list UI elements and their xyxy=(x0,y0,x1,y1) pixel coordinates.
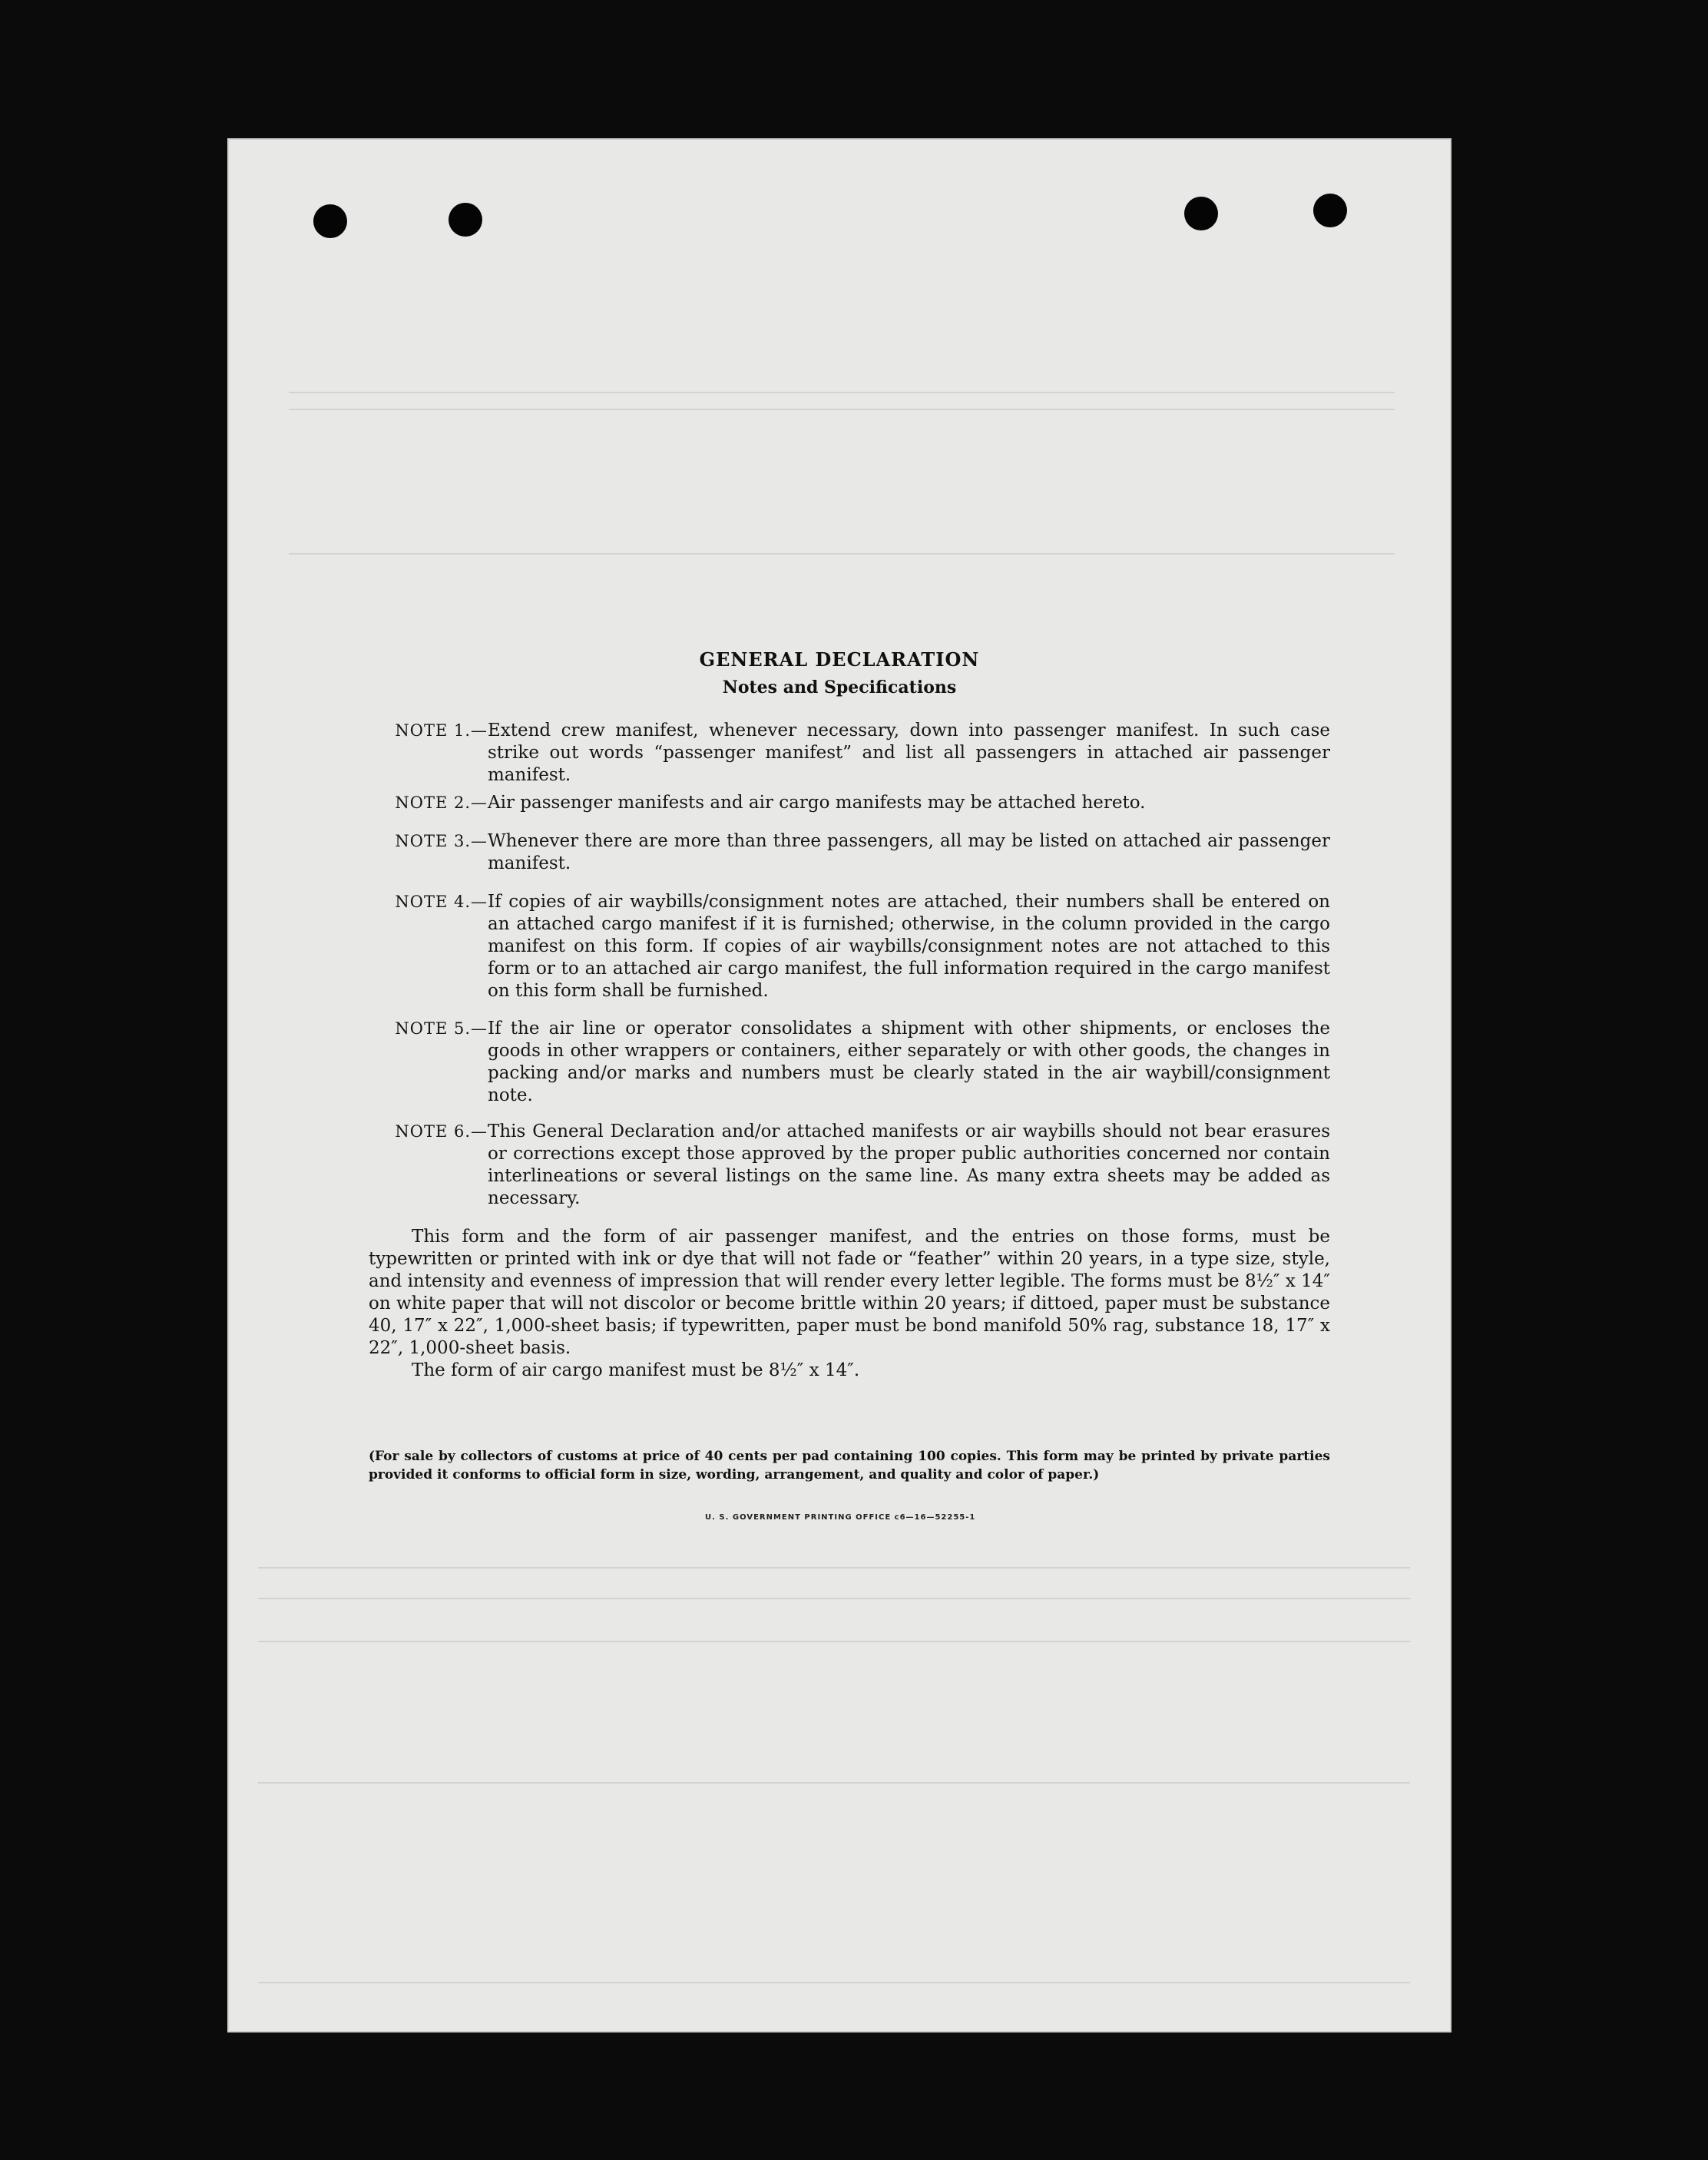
note-label: NOTE 5.— xyxy=(395,1019,488,1038)
cargo-manifest-size-line: The form of air cargo manifest must be 8½″ x 14″. xyxy=(412,1360,860,1380)
punch-hole xyxy=(449,203,482,237)
note-label: NOTE 1.— xyxy=(395,721,488,740)
note-text: This General Declaration and/or attached manifests or air waybills should not bear erasures or corrections except those approved by the proper public authorities concerned nor contain interlineations or several listings on the same line. As many extra sheets may be added as necessary. xyxy=(488,1121,1330,1208)
note-5 xyxy=(366,1018,1330,1107)
bleed-through-line xyxy=(289,553,1395,555)
bleed-through-line xyxy=(289,409,1395,410)
note-label: NOTE 6.— xyxy=(395,1122,488,1141)
page-title: GENERAL DECLARATION xyxy=(699,648,980,671)
note-label: NOTE 2.— xyxy=(395,793,488,812)
note-4 xyxy=(366,891,1330,1002)
bleed-through-line xyxy=(289,392,1395,393)
note-1 xyxy=(366,720,1330,787)
note-2 xyxy=(366,792,1330,814)
page-subtitle: Notes and Specifications xyxy=(722,677,957,697)
punch-hole xyxy=(1184,197,1218,230)
note-3 xyxy=(366,830,1330,875)
note-text: Air passenger manifests and air cargo manifests may be attached hereto. xyxy=(488,793,1146,813)
document-sheet xyxy=(227,138,1451,2032)
note-label: NOTE 3.— xyxy=(395,832,488,850)
note-text: If copies of air waybills/consignment notes are attached, their numbers shall be entered on an attached cargo manifest if it is furnished; otherwise, in the column provided in the cargo manifest on this form. If copies of air waybills/consignment notes are not attached to this form or to an attached air cargo manifest, the full information required in the cargo manifest on this form shall be furnished. xyxy=(488,892,1330,1001)
punch-hole xyxy=(313,204,347,238)
note-label: NOTE 4.— xyxy=(395,893,488,911)
printer-imprint: U. S. GOVERNMENT PRINTING OFFICE c6—16—52255-1 xyxy=(705,1513,976,1522)
sale-notice: (For sale by collectors of customs at price of 40 cents per pad containing 100 copies. This form may be printed by private parties provided it conforms to official form in size, wording, arrangement, and quality and color of paper.) xyxy=(369,1449,1330,1483)
punch-hole xyxy=(1313,194,1347,227)
bleed-through-line xyxy=(258,1641,1410,1642)
paper-specification-paragraph: This form and the form of air passenger manifest, and the entries on those forms, must be typewritten or printed with ink or dye that will not fade or “feather” within 20 years, in a type size, style, and intensity and evenness of impression that will render every letter legible. The forms must be 8½″ x 14″ on white paper that will not discolor or become brittle within 20 years; if dittoed, paper must be substance 40, 17″ x 22″, 1,000-sheet basis; if typewritten, paper must be bond manifold 50% rag, substance 18, 17″ x 22″, 1,000-sheet basis. xyxy=(369,1227,1330,1358)
bleed-through-line xyxy=(258,1567,1410,1569)
note-6 xyxy=(366,1121,1330,1210)
note-text: If the air line or operator consolidates a shipment with other shipments, or encloses the goods in other wrappers or containers, either separately or with other goods, the changes in packing and/or marks and numbers must be clearly stated in the air waybill/consignment note. xyxy=(488,1019,1330,1105)
note-text: Whenever there are more than three passengers, all may be listed on attached air passenger manifest. xyxy=(488,831,1330,873)
bleed-through-line xyxy=(258,1982,1410,1983)
bleed-through-line xyxy=(258,1598,1410,1599)
bleed-through-line xyxy=(258,1782,1410,1784)
note-text: Extend crew manifest, whenever necessary, down into passenger manifest. In such case strike out words “passenger manifest” and list all passengers in attached air passenger manifest. xyxy=(488,721,1330,785)
